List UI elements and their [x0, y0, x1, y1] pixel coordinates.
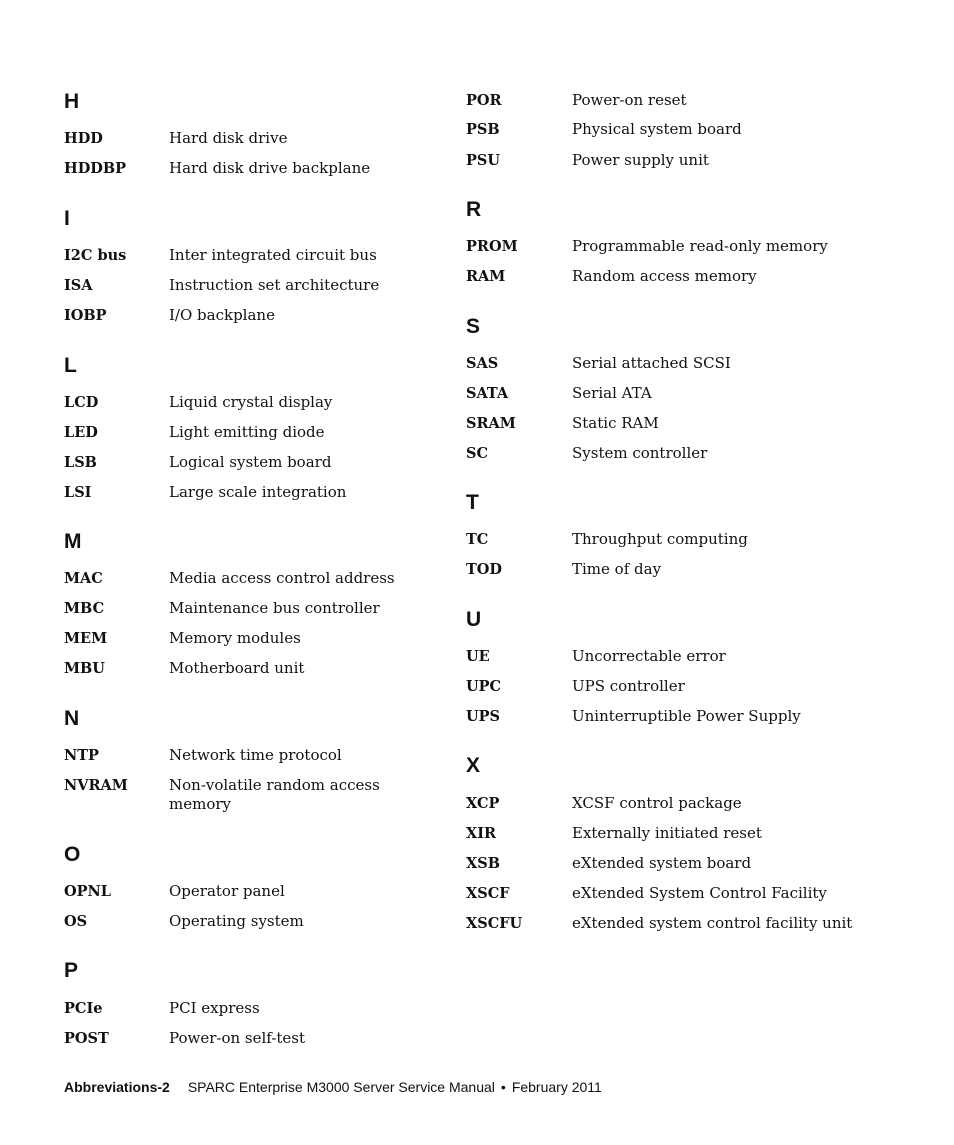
section-letter-l: L	[64, 354, 77, 377]
definition: Power-on self-test	[169, 1029, 306, 1047]
abbreviation: OS	[64, 913, 88, 930]
definition: Time of day	[572, 560, 662, 578]
definition: eXtended system board	[572, 854, 752, 872]
definition: Media access control address	[169, 569, 395, 587]
publication-date: February 2011	[511, 1079, 602, 1095]
abbreviation: NTP	[64, 747, 99, 764]
abbreviation: HDDBP	[64, 160, 127, 177]
definition: eXtended System Control Facility	[572, 884, 827, 902]
section-letter-t: T	[466, 491, 479, 514]
abbreviation: XSCFU	[466, 915, 523, 932]
definition: Static RAM	[572, 414, 659, 432]
section-letter-r: R	[466, 198, 482, 221]
definition: Large scale integration	[169, 483, 347, 501]
section-letter-n: N	[64, 707, 80, 730]
abbreviation: OPNL	[64, 883, 111, 900]
abbreviation: TC	[466, 531, 489, 548]
section-letter-p: P	[64, 959, 79, 982]
abbreviation: XIR	[466, 825, 497, 842]
definition: System controller	[572, 444, 708, 462]
footer-bullet: •	[500, 1079, 506, 1095]
page-number-label: Abbreviations-2	[64, 1079, 170, 1095]
definition: Physical system board	[572, 120, 742, 138]
definition: Motherboard unit	[169, 659, 305, 677]
definition: Memory modules	[169, 629, 301, 647]
definition: Instruction set architecture	[169, 276, 380, 294]
abbreviation: NVRAM	[64, 777, 128, 794]
definition: Liquid crystal display	[169, 393, 333, 411]
definition: Inter integrated circuit bus	[169, 246, 377, 264]
abbreviation: MBU	[64, 660, 105, 677]
abbreviation: TOD	[466, 561, 502, 578]
definition: Non-volatile random access memory	[169, 776, 380, 813]
definition: Throughput computing	[572, 530, 748, 548]
definition: Operating system	[169, 912, 304, 930]
abbreviation: UPC	[466, 678, 502, 695]
abbreviation: POST	[64, 1030, 109, 1047]
definition: eXtended system control facility unit	[572, 914, 853, 932]
abbreviation: SRAM	[466, 415, 516, 432]
definition: Network time protocol	[169, 746, 342, 764]
abbreviation: UPS	[466, 708, 501, 725]
abbreviation: ISA	[64, 277, 93, 294]
abbreviation: MAC	[64, 570, 103, 587]
abbreviation: MEM	[64, 630, 108, 647]
definition: Power-on reset	[572, 91, 687, 109]
definition: Programmable read-only memory	[572, 237, 828, 255]
definition: Serial ATA	[572, 384, 652, 402]
section-letter-m: M	[64, 530, 82, 553]
section-letter-x: X	[466, 754, 481, 777]
definition: PCI express	[169, 999, 260, 1017]
abbreviation: XSB	[466, 855, 500, 872]
abbreviation: IOBP	[64, 307, 107, 324]
section-letter-h: H	[64, 90, 80, 113]
definition: Power supply unit	[572, 151, 709, 169]
abbreviation: RAM	[466, 268, 506, 285]
abbreviation: LCD	[64, 394, 99, 411]
abbreviation: PCIe	[64, 1000, 103, 1017]
section-letter-i: I	[64, 207, 70, 230]
section-letter-s: S	[466, 315, 481, 338]
abbreviation: XSCF	[466, 885, 510, 902]
abbreviation: LSB	[64, 454, 97, 471]
abbreviation: XCP	[466, 795, 500, 812]
definition: Hard disk drive	[169, 129, 288, 147]
definition: Maintenance bus controller	[169, 599, 380, 617]
abbreviation: LSI	[64, 484, 92, 501]
section-letter-u: U	[466, 608, 482, 631]
abbreviation: POR	[466, 92, 502, 109]
definition: UPS controller	[572, 677, 685, 695]
section-letter-o: O	[64, 843, 81, 866]
abbreviation: MBC	[64, 600, 105, 617]
abbreviation: HDD	[64, 130, 103, 147]
abbreviation: SC	[466, 445, 489, 462]
definition: Externally initiated reset	[572, 824, 762, 842]
definition: Serial attached SCSI	[572, 354, 731, 372]
definition: Hard disk drive backplane	[169, 159, 371, 177]
definition: Uncorrectable error	[572, 647, 726, 665]
abbreviation: UE	[466, 648, 490, 665]
definition: Uninterruptible Power Supply	[572, 707, 801, 725]
definition: XCSF control package	[572, 794, 742, 812]
abbreviation: PSB	[466, 121, 500, 138]
definition: Logical system board	[169, 453, 332, 471]
definition: I/O backplane	[169, 306, 275, 324]
abbreviation: SATA	[466, 385, 509, 402]
page-footer	[64, 1078, 602, 1096]
abbreviation: PSU	[466, 152, 501, 169]
document-title: SPARC Enterprise M3000 Server Service Manual	[187, 1079, 495, 1095]
definition: Light emitting diode	[169, 423, 325, 441]
definition: Operator panel	[169, 882, 285, 900]
abbreviation: I2C bus	[64, 247, 127, 264]
abbreviation: LED	[64, 424, 98, 441]
abbreviation: SAS	[466, 355, 499, 372]
definition: Random access memory	[572, 267, 757, 285]
abbreviation: PROM	[466, 238, 518, 255]
